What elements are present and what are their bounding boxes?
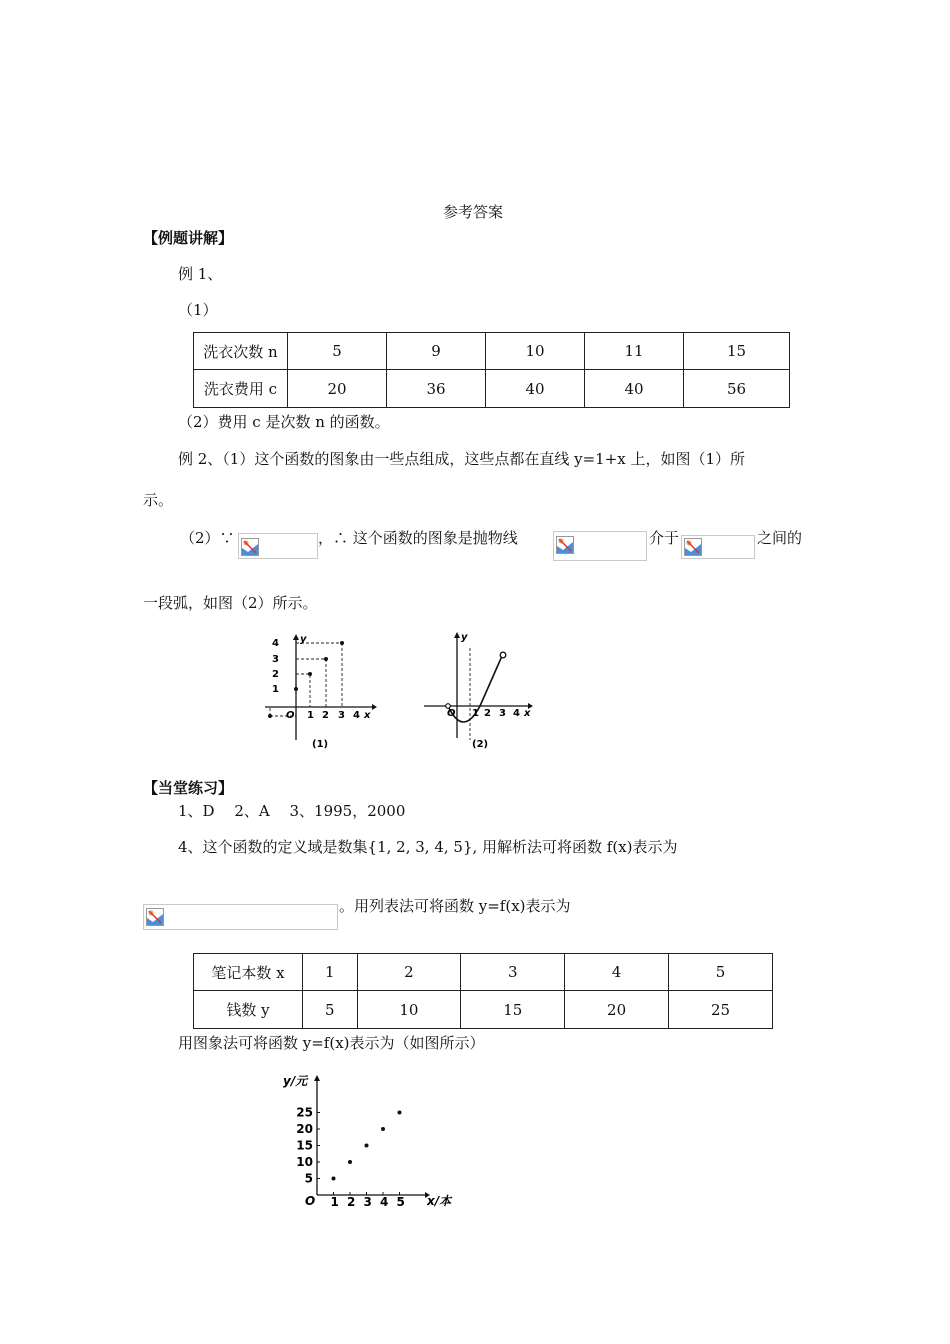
table-cell: 3 [461, 954, 565, 991]
y-tick: 3 [272, 654, 279, 665]
x-tick: 2 [322, 710, 329, 721]
table-cell: 40 [486, 370, 585, 408]
table-cell: 10 [357, 991, 461, 1029]
notebook-price-table [193, 953, 773, 1029]
y-tick-label: 25 [296, 1105, 313, 1120]
table-cell: 15 [684, 333, 790, 370]
broken-image-icon [241, 538, 259, 556]
example-2-part-2c: 介于 [649, 529, 680, 547]
x-tick: 3 [499, 708, 506, 719]
y-tick: 1 [272, 684, 279, 695]
x-tick: 2 [484, 708, 491, 719]
table-row [194, 991, 773, 1029]
x-tick-label: 5 [396, 1195, 405, 1209]
broken-image-icon [146, 908, 164, 926]
y-tick-label: 5 [304, 1171, 313, 1186]
broken-image-icon [684, 538, 702, 556]
example-1-label: 例 1、 [178, 265, 223, 283]
scatter-point [365, 1144, 369, 1148]
table-cell: 5 [669, 954, 773, 991]
x-axis-label: x/本 [427, 1194, 452, 1208]
table-cell: 2 [357, 954, 461, 991]
formula-image-placeholder [238, 533, 318, 559]
example-1-part-1: （1） [178, 301, 218, 319]
y-tick-label: 20 [296, 1122, 313, 1136]
formula-image-placeholder [143, 904, 338, 930]
table-cell: 20 [288, 370, 387, 408]
scatter-point [381, 1127, 385, 1131]
example-2-line-4: 一段弧，如图（2）所示。 [143, 594, 318, 612]
table-cell: 钱数 y [194, 991, 303, 1029]
table-cell: 11 [585, 333, 684, 370]
scatter-point [398, 1111, 402, 1115]
y-tick: 4 [272, 638, 279, 649]
notebook-price-scatter-chart [275, 1065, 465, 1215]
table-cell: 9 [387, 333, 486, 370]
table-cell: 5 [288, 333, 387, 370]
y-tick-label: 15 [296, 1138, 313, 1153]
table-cell: 15 [461, 991, 565, 1029]
example-2-line-1: 例 2、（1）这个函数的图象由一些点组成，这些点都在直线 y=1+x 上，如图（1）所 [178, 450, 746, 468]
figure-caption: (1) [312, 739, 329, 750]
y-axis-label: y [300, 634, 307, 645]
table-cell: 4 [565, 954, 669, 991]
practice-question-4b: 。用列表法可将函数 y=f(x)表示为 [339, 897, 571, 915]
x-axis-label: x [364, 710, 371, 721]
origin-label: O [447, 708, 456, 719]
practice-question-4a: 4、这个函数的定义域是数集{1, 2, 3, 4, 5}, 用解析法可将函数 f(x)表示为 [178, 838, 678, 856]
table-row [194, 333, 790, 370]
section-heading-practice: 【当堂练习】 [143, 779, 234, 797]
table-cell: 10 [486, 333, 585, 370]
table-row [194, 954, 773, 991]
practice-answers: 1、D 2、A 3、1995，2000 [178, 802, 406, 820]
table-cell: 1 [303, 954, 358, 991]
formula-image-placeholder [553, 531, 647, 561]
scatter-point [348, 1160, 352, 1164]
scatter-point [332, 1177, 336, 1181]
section-heading-examples: 【例题讲解】 [143, 229, 234, 247]
x-tick: 3 [338, 710, 345, 721]
example-2-part-2d: 之间的 [757, 529, 803, 547]
origin-label: O [286, 710, 295, 721]
x-tick-label: 4 [380, 1195, 389, 1209]
origin-label: O [305, 1194, 316, 1208]
x-tick-label: 1 [330, 1195, 339, 1209]
practice-question-4c: 用图象法可将函数 y=f(x)表示为（如图所示） [178, 1034, 485, 1052]
table-cell: 5 [303, 991, 358, 1029]
y-axis-label: y [461, 632, 468, 643]
x-tick: 4 [353, 710, 360, 721]
example-2-part-2a: （2）∵ [180, 529, 235, 547]
example-2-part-2b: ，∴ 这个函数的图象是抛物线 [318, 529, 518, 547]
table-cell: 40 [585, 370, 684, 408]
table-cell: 56 [684, 370, 790, 408]
broken-image-icon [556, 536, 574, 554]
table-cell: 洗衣次数 n [194, 333, 288, 370]
y-tick-label: 10 [296, 1155, 313, 1169]
table-cell: 20 [565, 991, 669, 1029]
figure-1-graph [260, 630, 380, 755]
table-cell: 36 [387, 370, 486, 408]
example-2-line-2: 示。 [143, 491, 174, 509]
x-tick: 4 [513, 708, 520, 719]
table-cell: 洗衣费用 c [194, 370, 288, 408]
x-axis-label: x [524, 708, 531, 719]
table-cell: 笔记本数 x [194, 954, 303, 991]
example-1-part-2: （2）费用 c 是次数 n 的函数。 [178, 413, 390, 431]
table-cell: 25 [669, 991, 773, 1029]
y-axis-label: y/元 [283, 1074, 308, 1088]
formula-image-placeholder [681, 535, 755, 559]
table-row [194, 370, 790, 408]
figure-2-graph [420, 628, 538, 753]
figure-caption: (2) [472, 739, 489, 750]
x-tick: 1 [307, 710, 314, 721]
laundry-table [193, 332, 790, 408]
x-tick: 1 [472, 708, 479, 719]
x-tick-label: 2 [347, 1195, 356, 1209]
page-title: 参考答案 [443, 203, 504, 221]
y-tick: 2 [272, 669, 279, 680]
x-tick-label: 3 [363, 1195, 372, 1209]
